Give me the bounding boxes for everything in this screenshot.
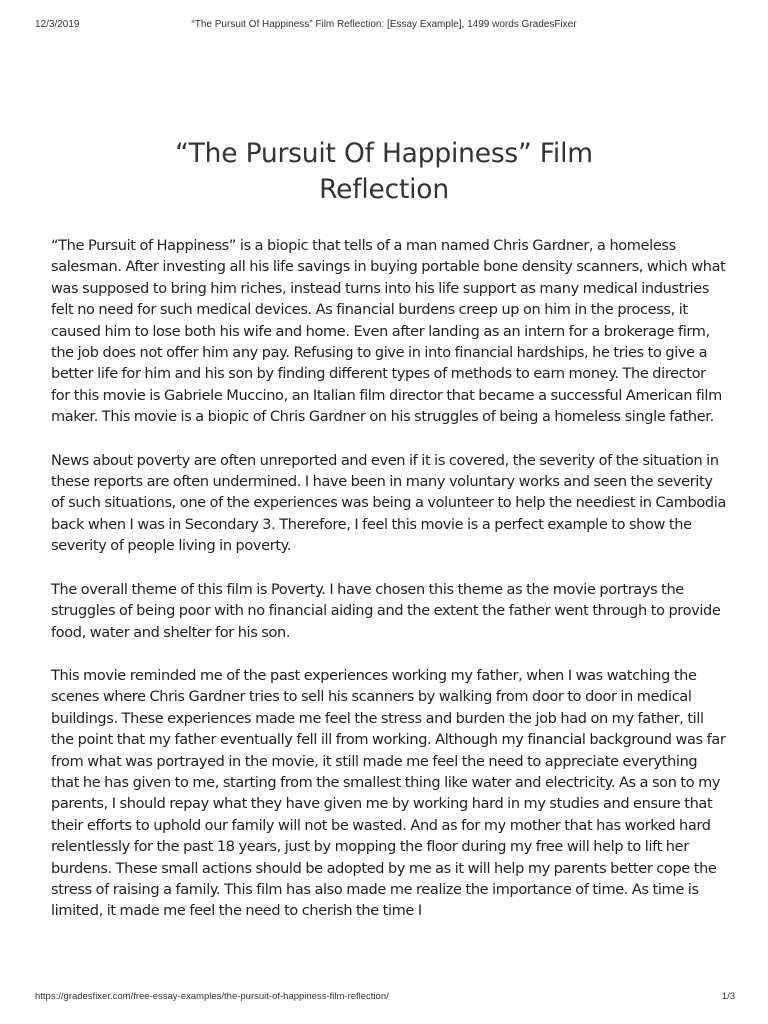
- print-footer: [0, 991, 768, 1011]
- page-title: [100, 136, 668, 208]
- paragraph-theme: The overall theme of this film is Poverty. I have chosen this theme as the movie portrays the struggles of being poor with no financial aiding and the extent the father went through to provide food, water and shelter for his son.: [51, 581, 721, 641]
- print-header: [0, 0, 768, 30]
- article-body: [51, 236, 726, 945]
- page-number: 1/3: [721, 991, 735, 1002]
- paragraph-intro: “The Pursuit of Happiness” is a biopic that tells of a man named Chris Gardner, a homeless salesman. After investing all his life savings in buying portable bone density scanners, which what was supposed to bring him riches, instead turns into his life support as many medical industries felt no need for such medical devices. As financial burdens creep up on him in the process, it caused him to lose both his wife and home. Even after landing as an intern for a brokerage firm, the job does not offer him any pay. Refusing to give in into financial hardships, he tries to give a better life for him and his son by finding different types of methods to earn money. The director for this movie is Gabriele Muccino, an Italian film director that became a successful American film maker. This movie is a biopic of Chris Gardner on his struggles of being a homeless single father.: [51, 238, 726, 426]
- paragraph-poverty-news: News about poverty are often unreported and even if it is covered, the severity of the situation in these reports are often undermined. I have been in many voluntary works and seen the severity of such situations, one of the experiences was being a volunteer to help the neediest in Cambodia back when I was in Secondary 3. Therefore, I feel this movie is a perfect example to show the severity of people living in poverty.: [51, 452, 726, 555]
- print-date: 12/3/2019: [35, 19, 80, 30]
- page-title-line-1: “The Pursuit Of Happiness” Film: [175, 138, 593, 169]
- paragraph-personal-reflection: This movie reminded me of the past experiences working my father, when I was watching the scenes where Chris Gardner tries to sell his scanners by walking from door to door in medical buildings. These experiences made me feel the stress and burden the job had on my father, till the point that my father eventually fell ill from working. Although my financial background was far from what was portrayed in the movie, it still made me feel the need to appreciate everything that he has given to me, starting from the smallest thing like water and electricity. As a son to my parents, I should repay what they have given me by working hard in my studies and ensure that their efforts to uphold our family will not be wasted. And as for my mother that has worked hard relentlessly for the past 18 years, just by mopping the floor during my free will help to lift her burdens. These small actions should be adopted by me as it will help my parents better cope the stress of raising a family. This film has also made me realize the importance of time. As time is limited, it made me feel the need to cherish the time I: [51, 667, 726, 920]
- print-document-title: “The Pursuit Of Happiness” Film Reflection: [Essay Example], 1499 words GradesFixer: [191, 19, 577, 30]
- page-title-line-2: Reflection: [319, 174, 449, 205]
- source-url[interactable]: https://gradesfixer.com/free-essay-examples/the-pursuit-of-happiness-film-reflection/: [35, 991, 389, 1002]
